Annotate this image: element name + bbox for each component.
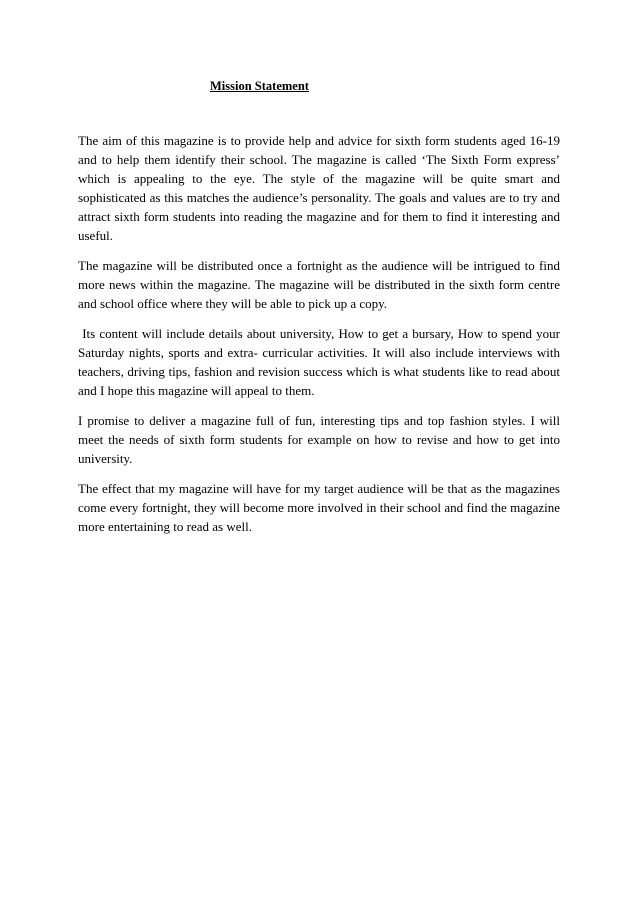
document-title: Mission Statement	[210, 79, 309, 93]
paragraph-content: Its content will include details about university, How to get a bursary, How to spend your Saturday nights, sports and extra- curricular activities. It will also include interviews with teachers, driving tips, fashion and revision success which is what students like to read about and I hope this magazine will appeal to them.	[78, 326, 564, 398]
paragraph-effect: The effect that my magazine will have for my target audience will be that as the magazines come every fortnight, they will become more involved in their school and find the magazine more entertaining to read as well.	[78, 481, 564, 534]
paragraph-promise: I promise to deliver a magazine full of fun, interesting tips and top fashion styles. I will meet the needs of sixth form students for example on how to revise and how to get into university.	[78, 413, 564, 466]
document-body	[78, 131, 564, 536]
paragraph-aim: The aim of this magazine is to provide help and advice for sixth form students aged 16-19 and to help them identify their school. The magazine is called ‘The Sixth Form express’ which is appealing to the eye. The style of the magazine will be quite smart and sophisticated as this matches the audience’s personality. The goals and values are to try and attract sixth form students into reading the magazine and for them to find it interesting and useful.	[78, 133, 564, 243]
paragraph-distribution: The magazine will be distributed once a fortnight as the audience will be intrigued to find more news within the magazine. The magazine will be distributed in the sixth form centre and school office where they will be able to pick up a copy.	[78, 258, 564, 311]
